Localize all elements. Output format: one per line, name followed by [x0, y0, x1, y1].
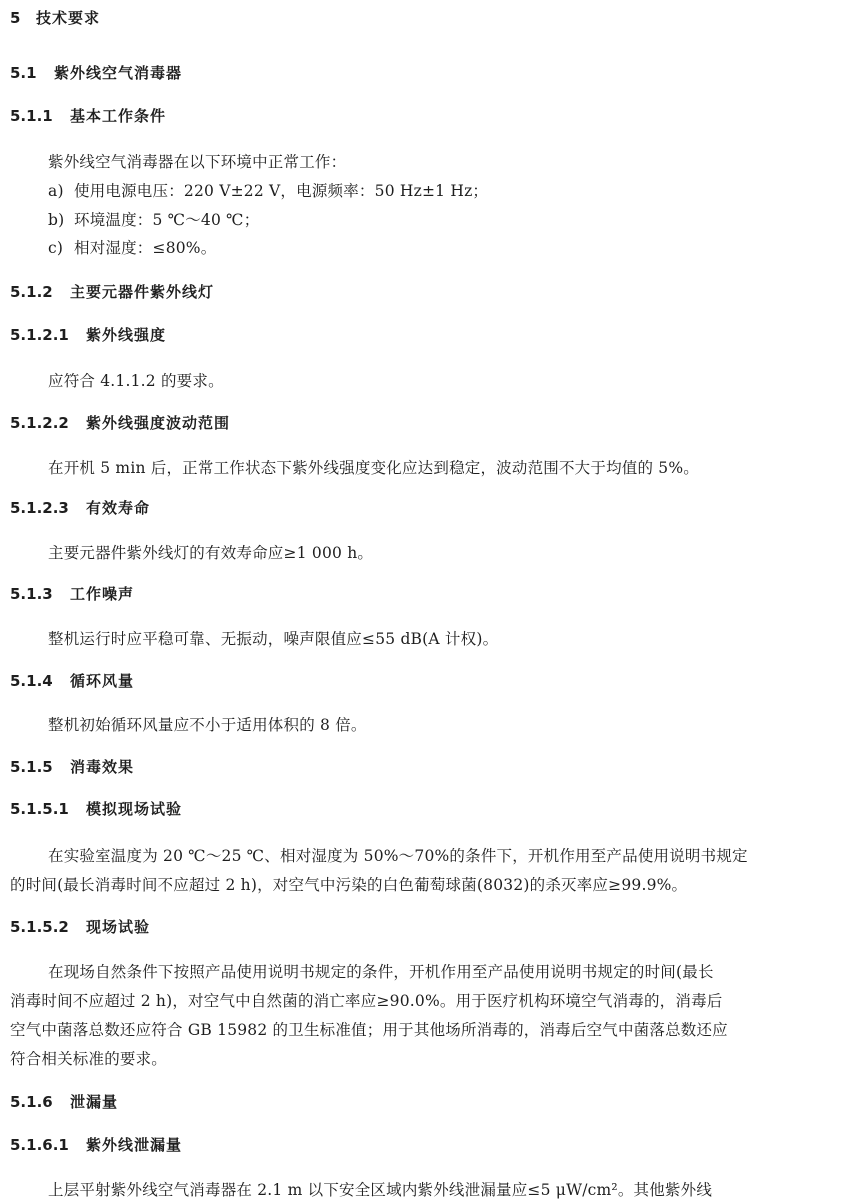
- section-number: 5.1.5.2: [10, 918, 69, 936]
- paragraph: 主要元器件紫外线灯的有效寿命应≥1 000 h。: [48, 544, 374, 562]
- section-number: 5.1.6: [10, 1093, 53, 1111]
- section-title: 工作噪声: [70, 585, 135, 603]
- list-text: 相对湿度：≤80%。: [74, 239, 217, 257]
- section-heading: [10, 671, 134, 691]
- section-title: 泄漏量: [70, 1093, 119, 1111]
- section-title: 主要元器件紫外线灯: [70, 283, 215, 301]
- paragraph: 紫外线空气消毒器在以下环境中正常工作：: [48, 153, 347, 171]
- section-heading: [10, 1092, 118, 1112]
- section-heading: [10, 498, 150, 518]
- section-heading: [10, 584, 134, 604]
- section-heading: [10, 757, 134, 777]
- section-title: 紫外线强度波动范围: [86, 414, 231, 432]
- section-heading: [10, 282, 214, 302]
- paragraph: 整机运行时应平稳可靠、无振动，噪声限值应≤55 dB(A 计权)。: [48, 630, 499, 648]
- section-number: 5.1.2.1: [10, 326, 69, 344]
- section-number: 5.1.2.3: [10, 499, 69, 517]
- section-title: 紫外线强度: [86, 326, 167, 344]
- section-number: 5.1.2.2: [10, 414, 69, 432]
- section-number: 5.1.5.1: [10, 800, 69, 818]
- list-item: [48, 181, 488, 201]
- list-marker: b): [48, 211, 65, 229]
- section-number: 5.1.3: [10, 585, 53, 603]
- section-title: 循环风量: [70, 672, 135, 690]
- paragraph-line: 在现场自然条件下按照产品使用说明书规定的条件，开机作用至产品使用说明书规定的时间(最长: [48, 963, 714, 981]
- paragraph-line: 的时间(最长消毒时间不应超过 2 h)，对空气中污染的白色葡萄球菌(8032)的杀灭率应≥99.9%。: [10, 876, 688, 894]
- section-number: 5.1.2: [10, 283, 53, 301]
- section-number: 5.1.4: [10, 672, 53, 690]
- list-marker: a): [48, 182, 64, 200]
- paragraph-line: 在实验室温度为 20 ℃～25 ℃、相对湿度为 50%～70%的条件下，开机作用至产品使用说明书规定: [48, 847, 748, 865]
- list-marker: c): [48, 239, 64, 257]
- section-title: 消毒效果: [70, 758, 135, 776]
- list-item: [48, 210, 259, 230]
- section-heading: [10, 917, 150, 937]
- paragraph: 整机初始循环风量应不小于适用体积的 8 倍。: [48, 716, 367, 734]
- section-heading: [10, 1135, 182, 1155]
- section-title: 技术要求: [36, 9, 101, 27]
- paragraph-line: 空气中菌落总数还应符合 GB 15982 的卫生标准值；用于其他场所消毒的，消毒后空气中菌落总数还应: [10, 1021, 728, 1039]
- paragraph: 应符合 4.1.1.2 的要求。: [48, 372, 224, 390]
- list-text: 环境温度：5 ℃～40 ℃；: [74, 211, 260, 229]
- section-title: 模拟现场试验: [86, 800, 183, 818]
- section-number: 5.1: [10, 64, 37, 82]
- section-title: 紫外线泄漏量: [86, 1136, 183, 1154]
- section-title: 基本工作条件: [70, 107, 167, 125]
- section-title: 紫外线空气消毒器: [54, 64, 183, 82]
- section-title: 现场试验: [86, 918, 151, 936]
- section-number: 5.1.5: [10, 758, 53, 776]
- section-heading: [10, 325, 166, 345]
- section-number: 5.1.1: [10, 107, 53, 125]
- paragraph-line: 符合相关标准的要求。: [10, 1050, 168, 1068]
- list-text: 使用电源电压：220 V±22 V，电源频率：50 Hz±1 Hz；: [74, 182, 489, 200]
- paragraph-line: 上层平射紫外线空气消毒器在 2.1 m 以下安全区域内紫外线泄漏量应≤5 μW/cm²。其他紫外线: [48, 1181, 713, 1199]
- section-heading: [10, 63, 182, 83]
- section-heading: [10, 106, 166, 126]
- paragraph: 在开机 5 min 后，正常工作状态下紫外线强度变化应达到稳定，波动范围不大于均值的 5%。: [48, 459, 699, 477]
- section-number: 5: [10, 9, 21, 27]
- list-item: [48, 238, 216, 258]
- section-heading: [10, 8, 100, 28]
- section-heading: [10, 799, 182, 819]
- section-number: 5.1.6.1: [10, 1136, 69, 1154]
- paragraph-line: 消毒时间不应超过 2 h)，对空气中自然菌的消亡率应≥90.0%。用于医疗机构环境空气消毒的，消毒后: [10, 992, 723, 1010]
- section-heading: [10, 413, 230, 433]
- section-title: 有效寿命: [86, 499, 151, 517]
